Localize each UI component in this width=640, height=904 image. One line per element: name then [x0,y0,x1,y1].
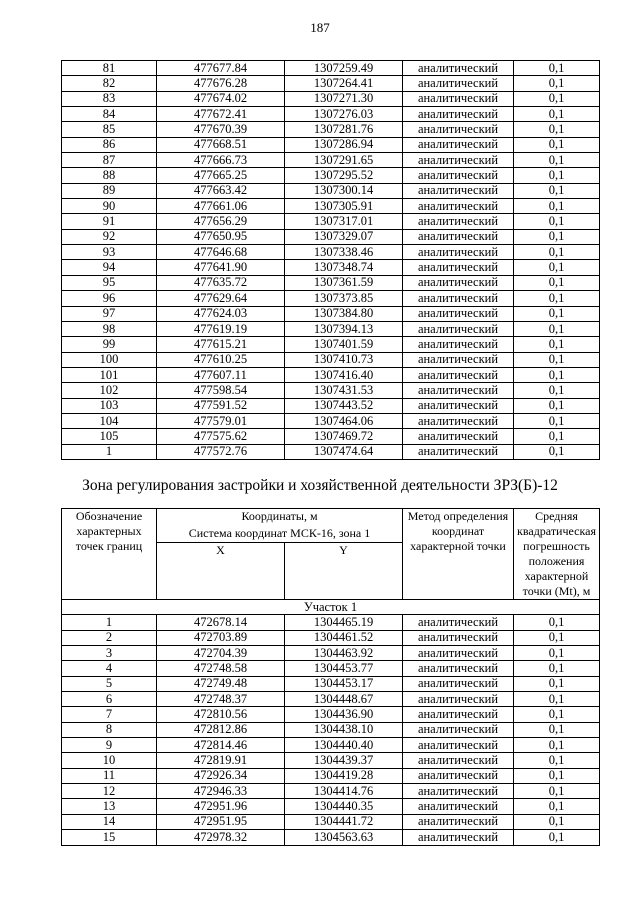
coord-x-cell: 477579.01 [157,413,285,428]
method-cell: аналитический [403,784,514,799]
error-cell: 0,1 [514,707,600,722]
error-cell: 0,1 [514,61,600,76]
coord-x-cell: 477670.39 [157,122,285,137]
method-cell: аналитический [403,738,514,753]
point-number-cell: 6 [62,692,157,707]
table-row [62,245,600,260]
point-number-cell: 3 [62,646,157,661]
error-cell: 0,1 [514,814,600,829]
error-cell: 0,1 [514,646,600,661]
point-number-cell: 103 [62,398,157,413]
table-row [62,107,600,122]
coord-x-cell: 477641.90 [157,260,285,275]
point-number-cell: 89 [62,183,157,198]
error-cell: 0,1 [514,768,600,783]
table-row [62,413,600,428]
table-row [62,784,600,799]
coord-x-cell: 477610.25 [157,352,285,367]
table-row [62,76,600,91]
error-cell: 0,1 [514,260,600,275]
coord-y-cell: 1307469.72 [285,429,403,444]
point-number-cell: 91 [62,214,157,229]
point-number-cell: 95 [62,275,157,290]
error-cell: 0,1 [514,615,600,630]
error-cell: 0,1 [514,306,600,321]
method-cell: аналитический [403,61,514,76]
error-cell: 0,1 [514,753,600,768]
method-cell: аналитический [403,768,514,783]
coord-x-cell: 472703.89 [157,630,285,645]
coord-x-cell: 477635.72 [157,275,285,290]
coord-y-cell: 1307474.64 [285,444,403,459]
coord-y-cell: 1307464.06 [285,413,403,428]
coord-y-cell: 1304440.35 [285,799,403,814]
table-row [62,137,600,152]
table-row [62,707,600,722]
method-cell: аналитический [403,214,514,229]
error-cell: 0,1 [514,214,600,229]
method-cell: аналитический [403,107,514,122]
coord-y-cell: 1307373.85 [285,291,403,306]
coord-y-cell: 1304448.67 [285,692,403,707]
error-cell: 0,1 [514,153,600,168]
coord-y-cell: 1307443.52 [285,398,403,413]
table-row [62,753,600,768]
error-cell: 0,1 [514,337,600,352]
method-cell: аналитический [403,707,514,722]
table-row [62,646,600,661]
method-cell: аналитический [403,676,514,691]
error-cell: 0,1 [514,383,600,398]
point-number-cell: 11 [62,768,157,783]
table-row [62,214,600,229]
coord-x-cell: 472810.56 [157,707,285,722]
coord-x-cell: 472926.34 [157,768,285,783]
error-cell: 0,1 [514,799,600,814]
coord-x-cell: 472946.33 [157,784,285,799]
error-cell: 0,1 [514,291,600,306]
table-row [62,275,600,290]
method-cell: аналитический [403,413,514,428]
header-y: Y [285,543,403,600]
coord-y-cell: 1304463.92 [285,646,403,661]
method-cell: аналитический [403,122,514,137]
table-row [62,722,600,737]
coord-x-cell: 477624.03 [157,306,285,321]
zrz-table-body [62,600,600,846]
coord-x-cell: 472951.96 [157,799,285,814]
point-number-cell: 87 [62,153,157,168]
table-row [62,768,600,783]
coordinates-table-zrz [61,508,600,846]
table-row [62,168,600,183]
error-cell: 0,1 [514,168,600,183]
error-cell: 0,1 [514,738,600,753]
point-number-cell: 1 [62,615,157,630]
coord-y-cell: 1304436.90 [285,707,403,722]
coord-x-cell: 477598.54 [157,383,285,398]
coord-x-cell: 477672.41 [157,107,285,122]
table-row [62,630,600,645]
point-number-cell: 96 [62,291,157,306]
coord-y-cell: 1307281.76 [285,122,403,137]
method-cell: аналитический [403,306,514,321]
point-number-cell: 100 [62,352,157,367]
table-row [62,61,600,76]
method-cell: аналитический [403,337,514,352]
point-number-cell: 90 [62,199,157,214]
coord-x-cell: 477575.62 [157,429,285,444]
error-cell: 0,1 [514,275,600,290]
coord-y-cell: 1304465.19 [285,615,403,630]
coord-y-cell: 1307276.03 [285,107,403,122]
method-cell: аналитический [403,168,514,183]
coord-y-cell: 1307300.14 [285,183,403,198]
table-row [62,260,600,275]
point-number-cell: 13 [62,799,157,814]
coord-y-cell: 1307384.80 [285,306,403,321]
coord-y-cell: 1304563.63 [285,830,403,845]
table-row [62,321,600,336]
error-cell: 0,1 [514,229,600,244]
method-cell: аналитический [403,799,514,814]
table-row [62,122,600,137]
point-number-cell: 97 [62,306,157,321]
coord-y-cell: 1307264.41 [285,76,403,91]
table-row [62,799,600,814]
method-cell: аналитический [403,615,514,630]
point-number-cell: 4 [62,661,157,676]
error-cell: 0,1 [514,245,600,260]
coord-x-cell: 477615.21 [157,337,285,352]
coord-y-cell: 1304441.72 [285,814,403,829]
method-cell: аналитический [403,661,514,676]
table-row [62,199,600,214]
coord-x-cell: 472678.14 [157,615,285,630]
coord-x-cell: 472748.58 [157,661,285,676]
error-cell: 0,1 [514,676,600,691]
table-row [62,367,600,382]
point-number-cell: 86 [62,137,157,152]
coord-x-cell: 472951.95 [157,814,285,829]
point-number-cell: 81 [62,61,157,76]
point-number-cell: 1 [62,444,157,459]
coord-y-cell: 1307286.94 [285,137,403,152]
coord-x-cell: 477607.11 [157,367,285,382]
point-number-cell: 88 [62,168,157,183]
coord-y-cell: 1304438.10 [285,722,403,737]
table-row [62,738,600,753]
error-cell: 0,1 [514,413,600,428]
point-number-cell: 85 [62,122,157,137]
method-cell: аналитический [403,183,514,198]
error-cell: 0,1 [514,321,600,336]
error-cell: 0,1 [514,76,600,91]
header-x: X [157,543,285,600]
point-number-cell: 101 [62,367,157,382]
table-row [62,429,600,444]
error-cell: 0,1 [514,122,600,137]
error-cell: 0,1 [514,183,600,198]
coord-x-cell: 477661.06 [157,199,285,214]
table-row [62,306,600,321]
method-cell: аналитический [403,429,514,444]
point-number-cell: 9 [62,738,157,753]
section-heading: Зона регулирования застройки и хозяйственной деятельности ЗРЗ(Б)-12 [82,477,558,494]
table-row [62,676,600,691]
coord-x-cell: 477591.52 [157,398,285,413]
method-cell: аналитический [403,291,514,306]
coord-x-cell: 477629.64 [157,291,285,306]
method-cell: аналитический [403,229,514,244]
point-number-cell: 93 [62,245,157,260]
method-cell: аналитический [403,352,514,367]
point-number-cell: 83 [62,91,157,106]
method-cell: аналитический [403,753,514,768]
error-cell: 0,1 [514,692,600,707]
coord-y-cell: 1304453.17 [285,676,403,691]
point-number-cell: 14 [62,814,157,829]
method-cell: аналитический [403,245,514,260]
coord-y-cell: 1304439.37 [285,753,403,768]
coord-x-cell: 477572.76 [157,444,285,459]
method-cell: аналитический [403,76,514,91]
table-row [62,352,600,367]
error-cell: 0,1 [514,137,600,152]
method-cell: аналитический [403,646,514,661]
point-number-cell: 92 [62,229,157,244]
coord-y-cell: 1304453.77 [285,661,403,676]
point-number-cell: 15 [62,830,157,845]
table-row [62,830,600,845]
method-cell: аналитический [403,275,514,290]
table-row [62,398,600,413]
coord-x-cell: 477650.95 [157,229,285,244]
coord-x-cell: 477666.73 [157,153,285,168]
table-row [62,183,600,198]
coordinates-table-body [62,61,600,460]
point-number-cell: 98 [62,321,157,336]
coord-y-cell: 1304440.40 [285,738,403,753]
coord-x-cell: 472819.91 [157,753,285,768]
method-cell: аналитический [403,830,514,845]
coord-x-cell: 477646.68 [157,245,285,260]
coord-y-cell: 1307271.30 [285,91,403,106]
point-number-cell: 105 [62,429,157,444]
table-row [62,661,600,676]
header-point-designation: Обозначение характерных точек границ [62,509,157,600]
table-row [62,383,600,398]
coord-x-cell: 477676.28 [157,76,285,91]
table-row [62,91,600,106]
coord-y-cell: 1304419.28 [285,768,403,783]
error-cell: 0,1 [514,784,600,799]
table-row [62,692,600,707]
coord-y-cell: 1307291.65 [285,153,403,168]
point-number-cell: 7 [62,707,157,722]
coord-y-cell: 1307410.73 [285,352,403,367]
coord-x-cell: 477677.84 [157,61,285,76]
coord-y-cell: 1307401.59 [285,337,403,352]
method-cell: аналитический [403,91,514,106]
method-cell: аналитический [403,814,514,829]
method-cell: аналитический [403,444,514,459]
method-cell: аналитический [403,367,514,382]
error-cell: 0,1 [514,661,600,676]
error-cell: 0,1 [514,429,600,444]
coord-x-cell: 477656.29 [157,214,285,229]
method-cell: аналитический [403,260,514,275]
table-row [62,337,600,352]
coord-x-cell: 477674.02 [157,91,285,106]
table-row [62,229,600,244]
point-number-cell: 94 [62,260,157,275]
coord-y-cell: 1307361.59 [285,275,403,290]
coord-y-cell: 1307348.74 [285,260,403,275]
coord-x-cell: 477668.51 [157,137,285,152]
point-number-cell: 104 [62,413,157,428]
coord-x-cell: 472749.48 [157,676,285,691]
point-number-cell: 99 [62,337,157,352]
method-cell: аналитический [403,383,514,398]
point-number-cell: 8 [62,722,157,737]
point-number-cell: 82 [62,76,157,91]
method-cell: аналитический [403,199,514,214]
coord-x-cell: 472812.86 [157,722,285,737]
coord-y-cell: 1307416.40 [285,367,403,382]
coord-x-cell: 472704.39 [157,646,285,661]
section-row-label: Участок 1 [62,600,600,615]
coord-y-cell: 1307329.07 [285,229,403,244]
point-number-cell: 5 [62,676,157,691]
coord-y-cell: 1307259.49 [285,61,403,76]
method-cell: аналитический [403,321,514,336]
header-error: Средняя квадратическая погрешность положения характерной точки (Mt), м [514,509,600,600]
coord-y-cell: 1307394.13 [285,321,403,336]
method-cell: аналитический [403,398,514,413]
table-row [62,615,600,630]
method-cell: аналитический [403,153,514,168]
error-cell: 0,1 [514,444,600,459]
header-coordinates: Координаты, м [157,509,403,526]
error-cell: 0,1 [514,199,600,214]
coord-y-cell: 1307295.52 [285,168,403,183]
coord-x-cell: 472748.37 [157,692,285,707]
header-method: Метод определения координат характерной точки [403,509,514,600]
error-cell: 0,1 [514,722,600,737]
coord-x-cell: 472978.32 [157,830,285,845]
error-cell: 0,1 [514,107,600,122]
point-number-cell: 12 [62,784,157,799]
coord-y-cell: 1307317.01 [285,214,403,229]
coord-y-cell: 1307305.91 [285,199,403,214]
coord-x-cell: 477619.19 [157,321,285,336]
point-number-cell: 84 [62,107,157,122]
point-number-cell: 10 [62,753,157,768]
table-row [62,153,600,168]
method-cell: аналитический [403,722,514,737]
table-row [62,291,600,306]
coord-y-cell: 1307431.53 [285,383,403,398]
coord-y-cell: 1307338.46 [285,245,403,260]
error-cell: 0,1 [514,367,600,382]
error-cell: 0,1 [514,352,600,367]
point-number-cell: 2 [62,630,157,645]
error-cell: 0,1 [514,91,600,106]
error-cell: 0,1 [514,630,600,645]
coord-y-cell: 1304414.76 [285,784,403,799]
error-cell: 0,1 [514,830,600,845]
method-cell: аналитический [403,630,514,645]
coordinates-table-continued [61,60,600,460]
table-row [62,444,600,459]
coord-x-cell: 477665.25 [157,168,285,183]
header-coordinate-system: Система координат МСК-16, зона 1 [157,526,403,543]
error-cell: 0,1 [514,398,600,413]
coord-y-cell: 1304461.52 [285,630,403,645]
table-row [62,814,600,829]
page-number: 187 [310,20,330,35]
coord-x-cell: 472814.46 [157,738,285,753]
coord-x-cell: 477663.42 [157,183,285,198]
method-cell: аналитический [403,692,514,707]
point-number-cell: 102 [62,383,157,398]
method-cell: аналитический [403,137,514,152]
